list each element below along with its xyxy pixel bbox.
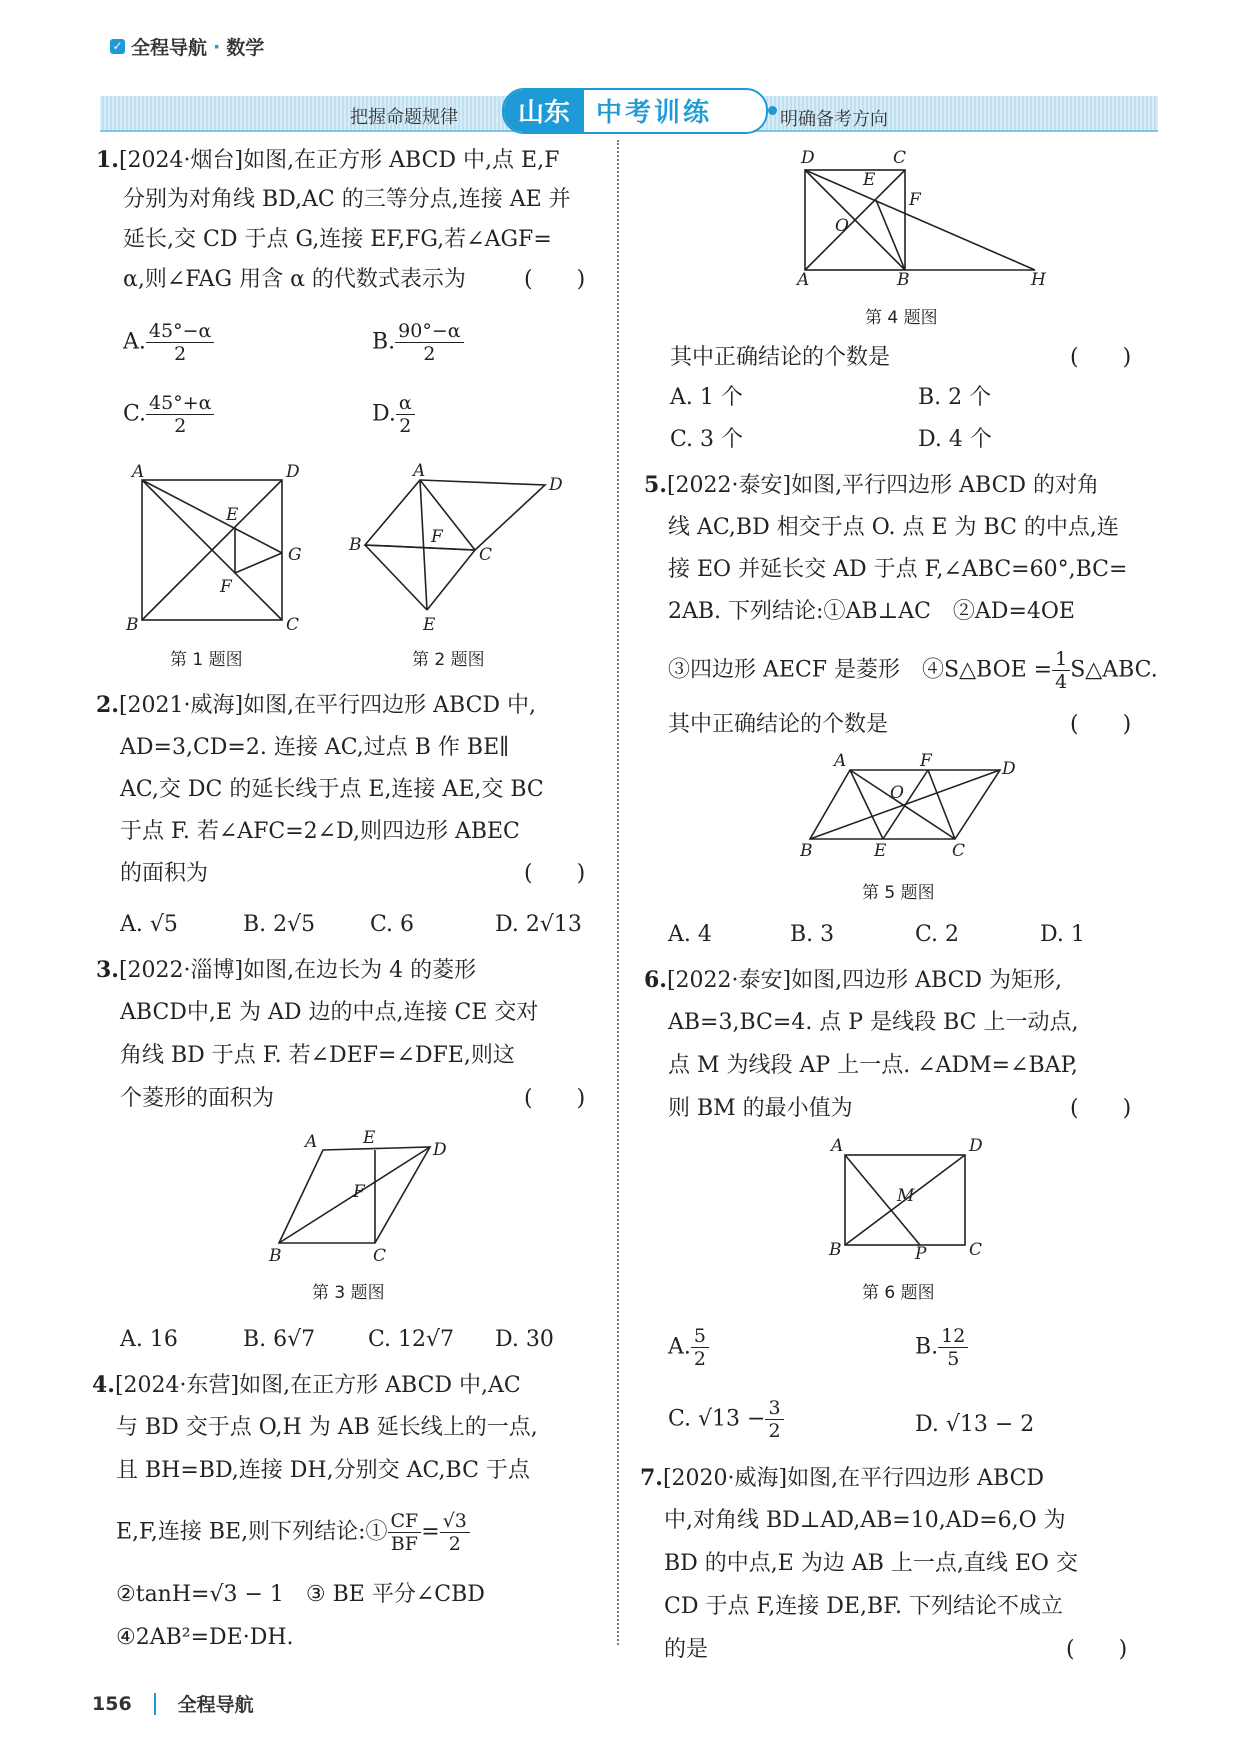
f6-label-m: M [897,1186,915,1206]
f4-label-o: O [835,216,849,236]
f1-label-g: G [288,545,302,565]
f4-label-a: A [797,270,810,285]
f2-label-a: A [413,461,426,481]
figure-1 [120,460,320,640]
f3-label-c: C [373,1246,387,1265]
brand-dot: · [213,35,221,58]
column-divider [617,140,619,1645]
q4-option-b: B. 2 个 [918,385,992,410]
q5-option-c: C. 2 [915,922,960,947]
banner-pill [502,88,768,134]
f3-label-a: A [305,1132,318,1152]
banner-dot [768,106,777,115]
f2-label-b: B [349,535,362,555]
banner-pill-region: 山东 [504,90,584,132]
q4-line-formula: E,F,连接 BE,则下列结论:① $\frac{CF}{BF}$ = $\frac{√3}{2}$ [116,1510,470,1555]
figure-2-caption: 第 2 题图 [412,650,485,670]
figure-6 [825,1135,995,1260]
q1-line: α,则∠FAG 用含 α 的代数式表示为 [123,267,466,292]
f3-label-b: B [269,1246,282,1265]
banner-right: 明确备考方向 [780,109,888,130]
answer-paren: ( ) [1070,1096,1132,1121]
q5-line-formula: ③四边形 AECF 是菱形 ④S△BOE = $\frac{1}{4}$ S△ABC. [668,648,1158,693]
f6-label-c: C [969,1240,983,1260]
q5-option-a: A. 4 [668,922,712,947]
footer-brand: 全程导航 [177,1694,254,1716]
answer-paren: ( ) [524,1086,586,1111]
q1-number: 1. [96,147,119,173]
subject: 数学 [226,37,265,59]
q3-option-a: A. 16 [120,1327,178,1352]
q2-option-d: D. 2√13 [495,912,582,937]
q2-option-b: B. 2√5 [243,912,316,937]
q6-option-a: A. $\frac{5}{2}$ [668,1325,709,1370]
figure-2 [345,460,575,640]
q2-option-c: C. 6 [370,912,415,937]
check-icon: ✓ [110,39,125,54]
q1-option-b: B. $\frac{90^\circ-\alpha}{2}$ [372,320,464,365]
f5-label-o: O [890,783,904,803]
page-number: 156 [92,1692,132,1715]
f1-label-e: E [226,505,239,525]
q3-option-c: C. 12√7 [368,1327,455,1352]
f6-label-a: A [831,1136,844,1156]
answer-paren: ( ) [1070,712,1132,737]
q4-option-c: C. 3 个 [670,427,744,452]
brand-name: 全程导航 [131,37,208,59]
f6-label-b: B [829,1240,842,1260]
footer-divider [154,1693,156,1715]
q1-line: 延长,交 CD 于点 G,连接 EF,FG,若∠AGF= [123,227,552,252]
figure-3 [265,1125,465,1265]
q2-option-a: A. √5 [120,912,178,937]
f4-label-f: F [909,190,921,210]
f1-label-a: A [132,462,145,482]
q3-option-b: B. 6√7 [243,1327,316,1352]
banner-pill-title: 中考训练 [596,98,713,128]
f2-label-e: E [423,615,436,635]
f4-label-e: E [863,170,876,190]
answer-paren: ( ) [524,861,586,886]
q1-option-c: C. $\frac{45^\circ+\alpha}{2}$ [123,392,214,437]
figure-4-caption: 第 4 题图 [865,308,938,328]
f2-label-c: C [479,545,493,565]
footer [92,1690,254,1717]
q6-option-b: B. $\frac{12}{5}$ [915,1325,968,1370]
figure-5-caption: 第 5 题图 [862,883,935,903]
q4-option-d: D. 4 个 [918,427,992,452]
q3-option-d: D. 30 [495,1327,554,1352]
brand [110,33,264,60]
f4-label-d: D [801,148,815,168]
q1-option-a: A. $\frac{45^\circ-\alpha}{2}$ [123,320,214,365]
f5-label-d: D [1002,759,1016,779]
q1-line: 分别为对角线 BD,AC 的三等分点,连接 AE 并 [123,187,571,212]
q1-line: [2024·烟台]如图,在正方形 ABCD 中,点 E,F [118,148,560,173]
q6-option-d: D. √13 − 2 [915,1412,1035,1437]
f5-label-b: B [800,841,813,861]
f1-label-c: C [286,615,300,635]
figure-6-caption: 第 6 题图 [862,1283,935,1303]
f1-label-b: B [126,615,139,635]
f5-label-f: F [920,752,932,771]
f4-label-b: B [897,270,910,285]
q5-option-d: D. 1 [1040,922,1085,947]
f3-label-d: D [433,1140,447,1160]
f1-label-f: F [220,577,232,597]
answer-paren: ( ) [524,267,586,292]
figure-4 [795,145,1055,285]
figure-3-caption: 第 3 题图 [312,1283,385,1303]
f4-label-h: H [1031,270,1046,285]
figure-5 [800,752,1030,862]
q5-option-b: B. 3 [790,922,835,947]
f2-label-f: F [431,527,443,547]
f2-label-d: D [549,475,563,495]
f1-label-d: D [286,462,300,482]
banner-left: 把握命题规律 [350,107,458,128]
f4-label-c: C [893,148,907,168]
f3-label-e: E [363,1128,376,1148]
section-banner [100,96,1158,132]
answer-paren: ( ) [1070,345,1132,370]
figure-1-caption: 第 1 题图 [170,650,243,670]
f5-label-e: E [874,841,887,861]
q6-option-c: C. √13 − $\frac{3}{2}$ [668,1397,784,1442]
f3-label-f: F [353,1182,365,1202]
q4-option-a: A. 1 个 [670,385,743,410]
f6-label-p: P [915,1244,927,1260]
f5-label-a: A [834,752,847,771]
answer-paren: ( ) [1066,1637,1128,1662]
f5-label-c: C [952,841,966,861]
f6-label-d: D [969,1136,983,1156]
q1-option-d: D. $\frac{\alpha}{2}$ [372,392,415,437]
